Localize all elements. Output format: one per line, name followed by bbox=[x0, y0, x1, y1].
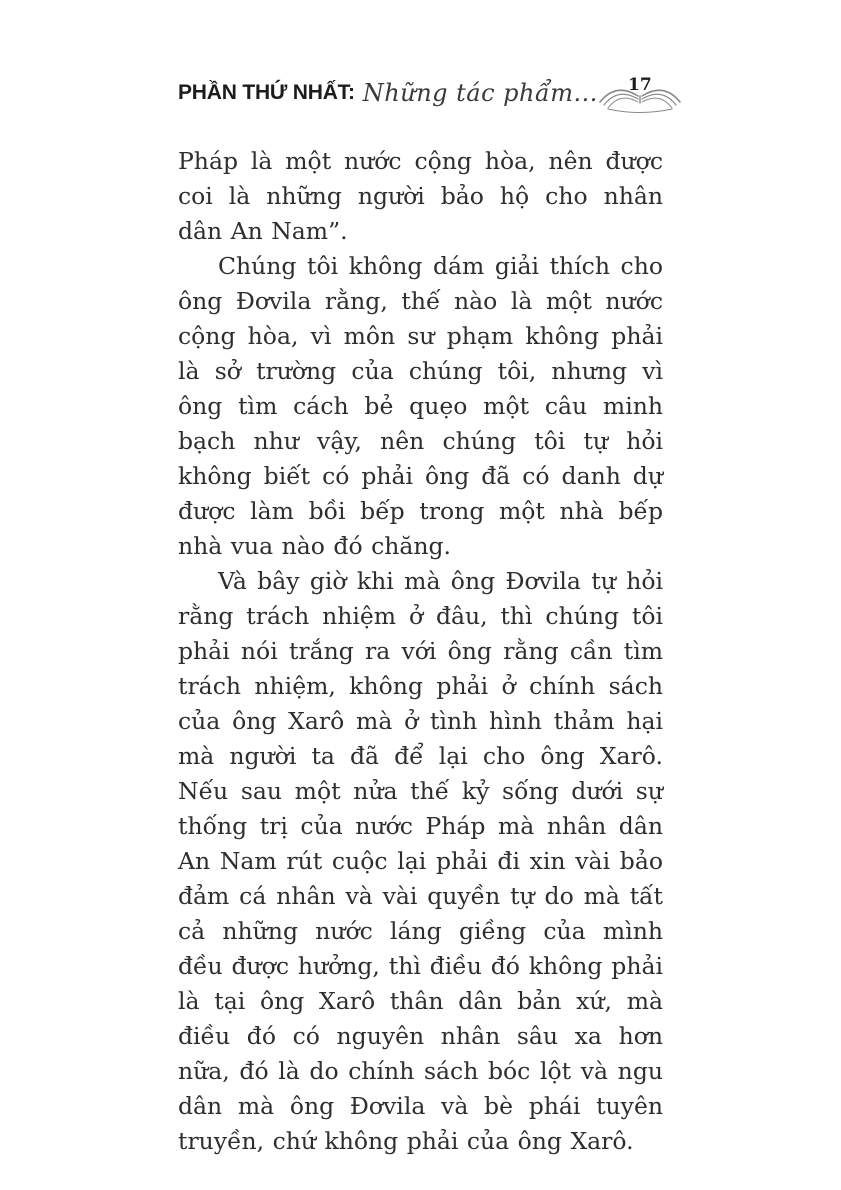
page-number: 17 bbox=[628, 75, 652, 95]
paragraph: Pháp là một nước cộng hòa, nên được coi là những người bảo hộ cho nhân dân An Nam”. bbox=[178, 147, 663, 245]
section-title: Những tác phẩm... bbox=[362, 79, 598, 107]
page-header bbox=[178, 72, 663, 114]
paragraph: Chúng tôi không dám giải thích cho ông Đơvila rằng, thế nào là một nước cộng hòa, vì môn sư phạm không phải là sở trường của chúng tôi, nhưng vì ông tìm cách bẻ quẹo một câu minh bạch như vậy, nên chúng tôi tự hỏi không biết có phải ông đã có danh dự được làm bồi bếp trong một nhà bếp nhà vua nào đó chăng. bbox=[178, 252, 663, 560]
page-body bbox=[178, 144, 663, 1159]
page-marker bbox=[598, 72, 682, 114]
section-label: PHẦN THỨ NHẤT: bbox=[178, 81, 355, 104]
paragraph: Và bây giờ khi mà ông Đơvila tự hỏi rằng trách nhiệm ở đâu, thì chúng tôi phải nói trắng ra với ông rằng cần tìm trách nhiệm, không phải ở chính sách của ông Xarô mà ở tình hình thảm hại mà người ta đã để lại cho ông Xarô. Nếu sau một nửa thế kỷ sống dưới sự thống trị của nước Pháp mà nhân dân An Nam rút cuộc lại phải đi xin vài bảo đảm cá nhân và vài quyền tự do mà tất cả những nước láng giềng của mình đều được hưởng, thì điều đó không phải là tại ông Xarô thân dân bản xứ, mà điều đó có nguyên nhân sâu xa hơn nữa, đó là do chính sách bóc lột và ngu dân mà ông Đơvila và bè phái tuyên truyền, chứ không phải của ông Xarô. bbox=[178, 567, 663, 1155]
